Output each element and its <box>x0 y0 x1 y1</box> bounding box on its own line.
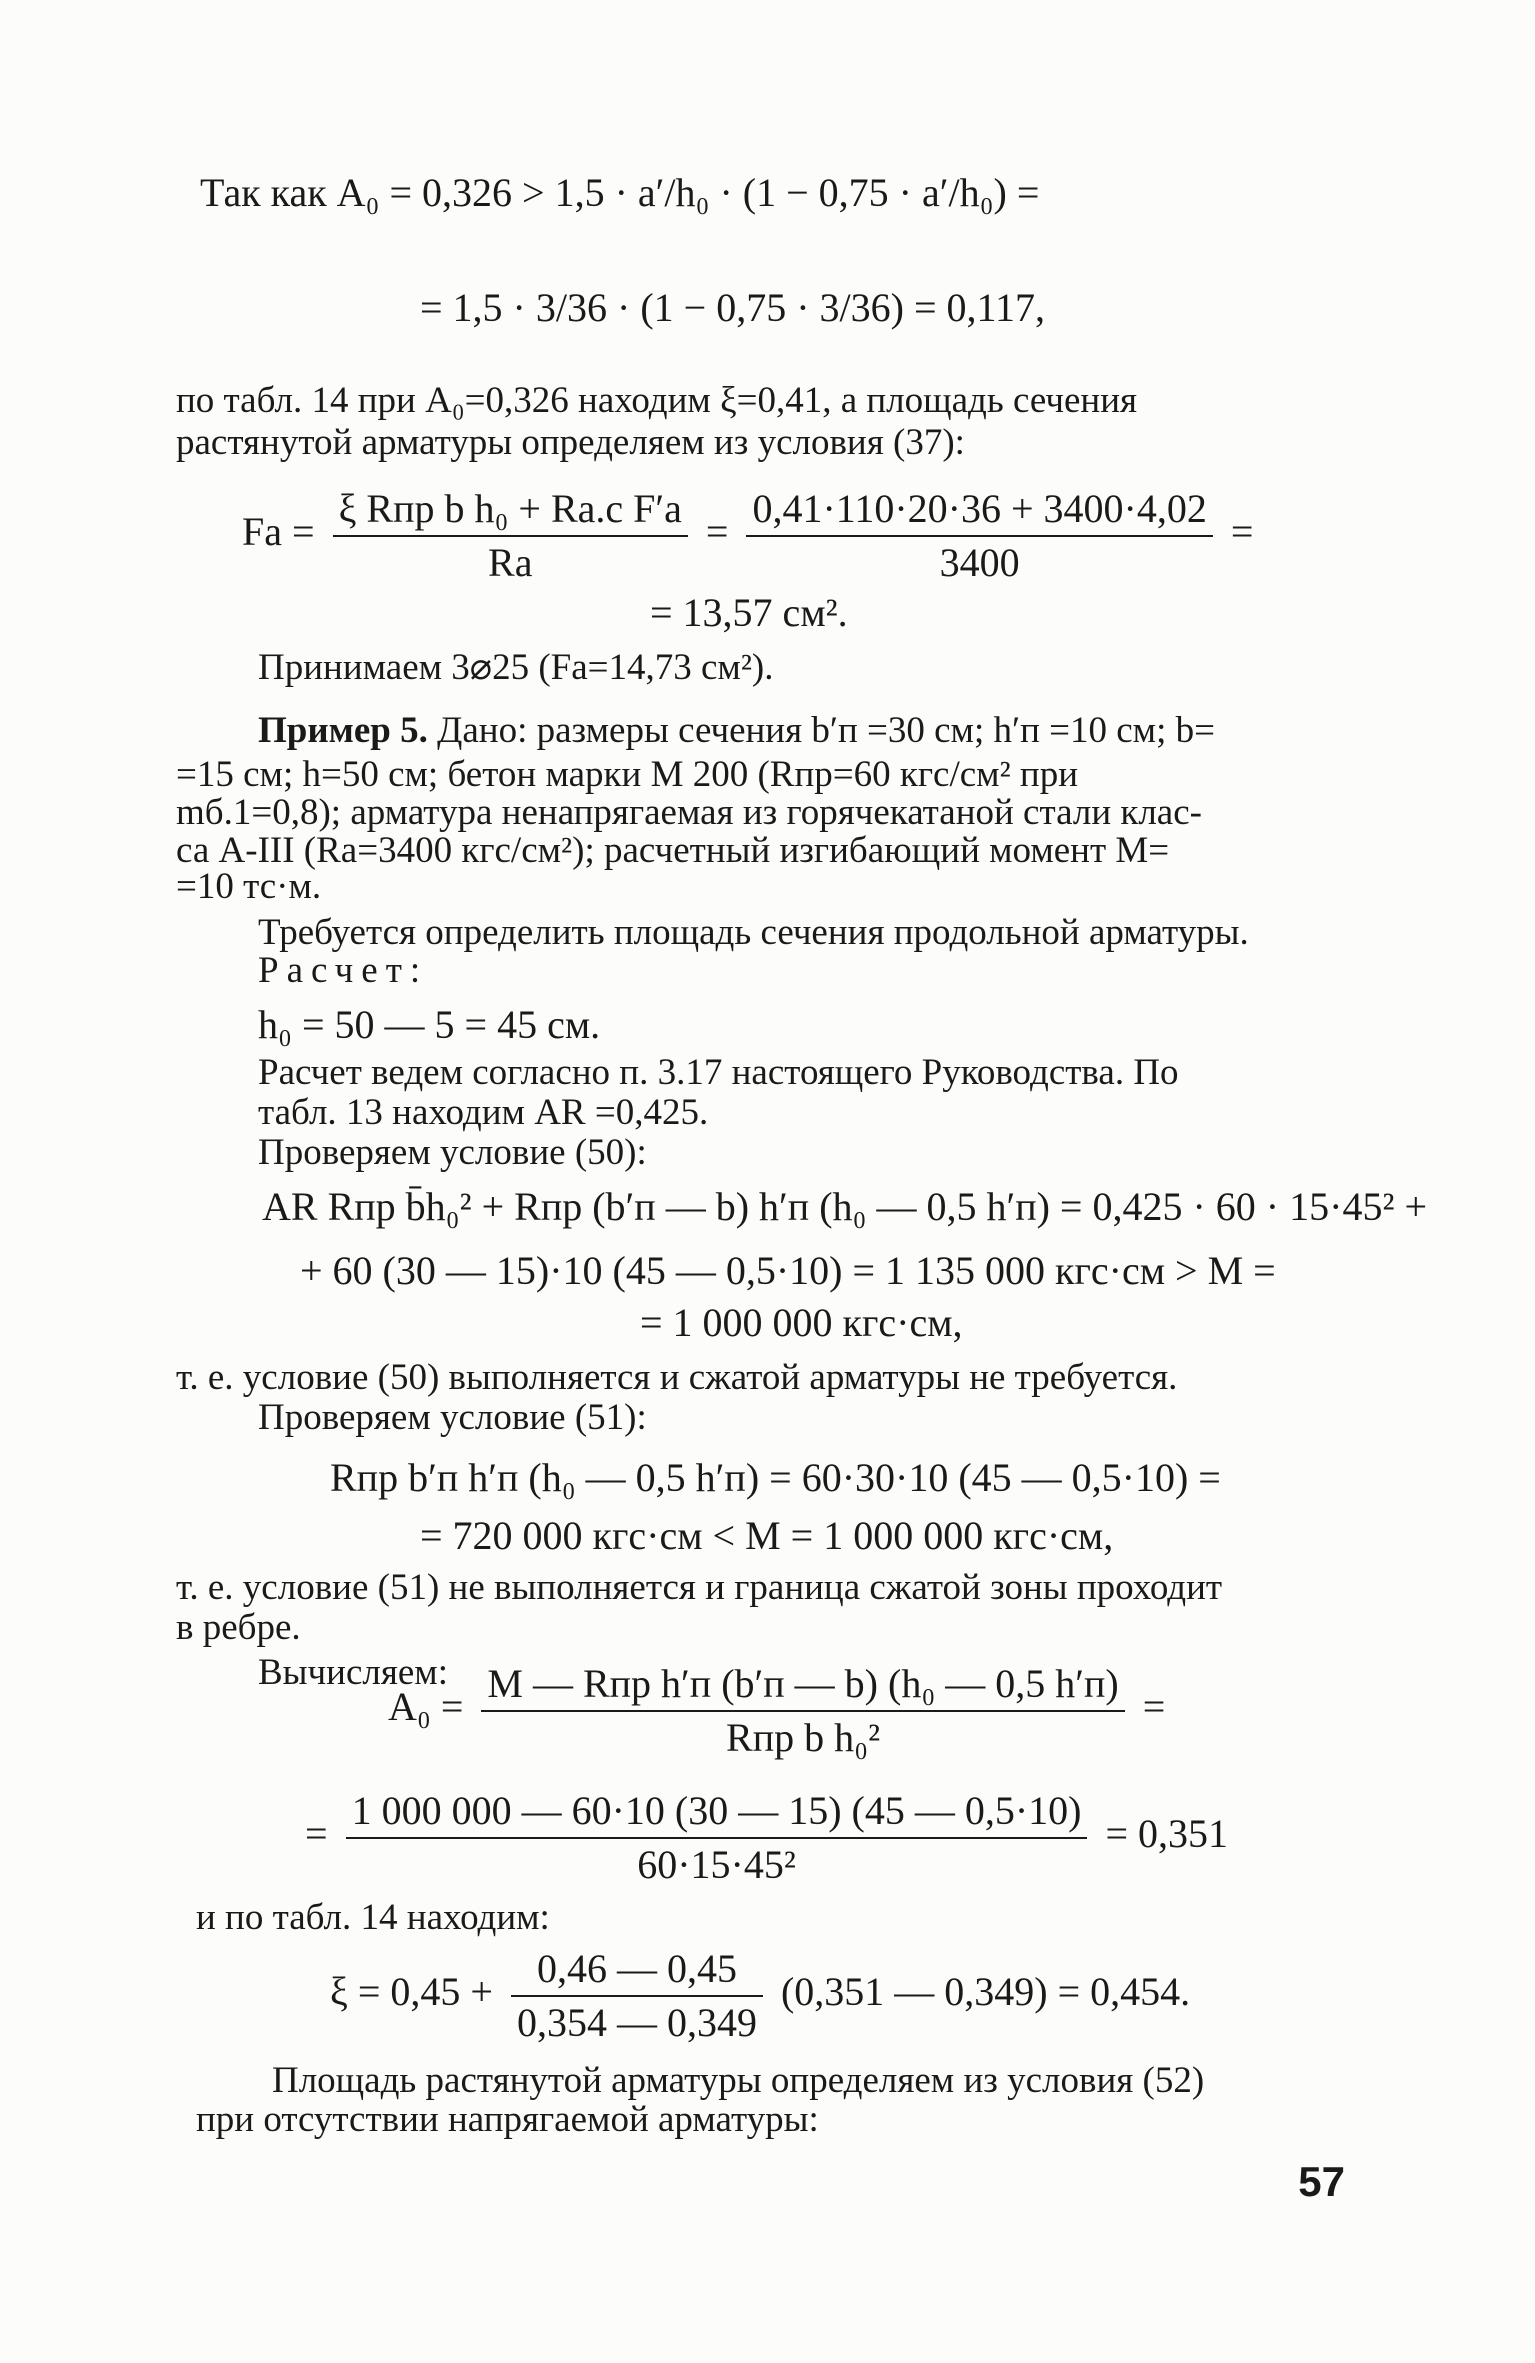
formula-xi <box>330 1940 1190 2049</box>
text-line: mб.1=0,8); арматура ненапрягаемая из горячекатаной стали клас- <box>176 792 1202 833</box>
numerator: 0,41·110·20·36 + 3400·4,02 <box>746 483 1212 537</box>
formula-result: = 13,57 см². <box>650 590 848 635</box>
example-given: Дано: размеры сечения b′п =30 см; h′п =10 см; b= <box>427 710 1215 751</box>
fraction <box>746 483 1212 589</box>
text-line: Проверяем условие (50): <box>258 1132 647 1173</box>
formula-a0 <box>388 1655 1165 1764</box>
example-heading-line <box>258 708 1215 754</box>
fa-trailing-equals: = <box>1230 509 1254 554</box>
formula-check-50-c: = 1 000 000 кгс·см, <box>640 1300 963 1345</box>
text-line: =15 см; h=50 см; бетон марки М 200 (Rпр=60 кгс/см² при <box>176 754 1079 795</box>
text-line: Требуется определить площадь сечения продольной арматуры. <box>258 912 1249 953</box>
text-line: табл. 13 находим AR =0,425. <box>258 1092 709 1133</box>
text-line: Вычисляем: <box>258 1652 448 1693</box>
text-line: т. е. условие (50) выполняется и сжатой арматуры не требуется. <box>176 1357 1178 1398</box>
denominator: 3400 <box>939 539 1020 585</box>
formula-check-51-a: Rпр b′п h′п (h₀ — 0,5 h′п) = 60·30·10 (45 — 0,5·10) = <box>330 1455 1221 1500</box>
a0-lhs: A₀ = <box>388 1684 464 1729</box>
text-line: по табл. 14 при A₀=0,326 находим ξ=0,41, а площадь сечения <box>176 380 1138 421</box>
text-line: Принимаем 3⌀25 (Fа=14,73 см²). <box>258 647 774 688</box>
formula-check-50-b: + 60 (30 — 15)·10 (45 — 0,5·10) = 1 135 000 кгс·см > M = <box>300 1248 1276 1293</box>
text-line: растянутой арматуры определяем из условия (37): <box>176 422 965 463</box>
denominator: 0,354 — 0,349 <box>516 1999 757 2045</box>
text-line: =10 тс·м. <box>176 866 322 907</box>
formula-line-2: = 1,5 · 3/36 · (1 − 0,75 · 3/36) = 0,117, <box>420 285 1046 330</box>
formula-a0-value <box>305 1782 1228 1891</box>
numerator: 1 000 000 — 60·10 (30 — 15) (45 — 0,5·10) <box>346 1785 1088 1839</box>
formula-line-1: Так как A₀ = 0,326 > 1,5 · a′/h₀ · (1 − 0,75 · a′/h₀) = <box>200 170 1040 215</box>
numerator: M — Rпр h′п (b′п — b) (h₀ — 0,5 h′п) <box>481 1658 1124 1712</box>
fa-equals: = <box>705 509 729 554</box>
denominator: Rа <box>488 539 533 585</box>
formula-check-50-a: AR Rпр b̄h₀² + Rпр (b′п — b) h′п (h₀ — 0,5 h′п) = 0,425 · 60 · 15·45² + <box>262 1184 1427 1229</box>
formula-h0: h₀ = 50 — 5 = 45 см. <box>258 1002 601 1047</box>
example-label: Пример 5. <box>258 710 428 751</box>
formula-check-51-b: = 720 000 кгс·см < M = 1 000 000 кгс·см, <box>420 1513 1114 1558</box>
fraction <box>481 1658 1124 1764</box>
section-label: Расчет: <box>258 950 429 991</box>
text-line: Площадь растянутой арматуры определяем из условия (52) <box>272 2060 1205 2101</box>
fraction <box>346 1785 1088 1891</box>
b0-result: = 0,351 <box>1105 1811 1229 1856</box>
b0-lhs: = <box>305 1811 328 1856</box>
text-line: са А-III (Rа=3400 кгс/см²); расчетный изгибающий момент M= <box>176 830 1170 871</box>
text-line: Расчет ведем согласно п. 3.17 настоящего Руководства. По <box>258 1052 1179 1093</box>
numerator: ξ Rпр b h₀ + Rа.с F′а <box>333 483 688 537</box>
text-line: и по табл. 14 находим: <box>196 1897 550 1938</box>
fraction <box>333 483 688 589</box>
text-line: в ребре. <box>176 1607 301 1648</box>
page-number: 57 <box>1298 2158 1345 2205</box>
numerator: 0,46 — 0,45 <box>511 1943 763 1997</box>
fraction <box>511 1943 763 2049</box>
a0-trailing-equals: = <box>1142 1684 1166 1729</box>
denominator: 60·15·45² <box>637 1841 796 1887</box>
xi-lhs: ξ = 0,45 + <box>330 1969 493 2014</box>
text-line: при отсутствии напрягаемой арматуры: <box>196 2099 819 2140</box>
text-line: Проверяем условие (51): <box>258 1397 647 1438</box>
text-line: т. е. условие (51) не выполняется и граница сжатой зоны проходит <box>176 1567 1223 1608</box>
formula-fa <box>242 480 1253 589</box>
xi-result: (0,351 — 0,349) = 0,454. <box>780 1969 1191 2014</box>
denominator: Rпр b h₀² <box>726 1714 881 1760</box>
fa-lhs: Fа = <box>242 509 315 554</box>
